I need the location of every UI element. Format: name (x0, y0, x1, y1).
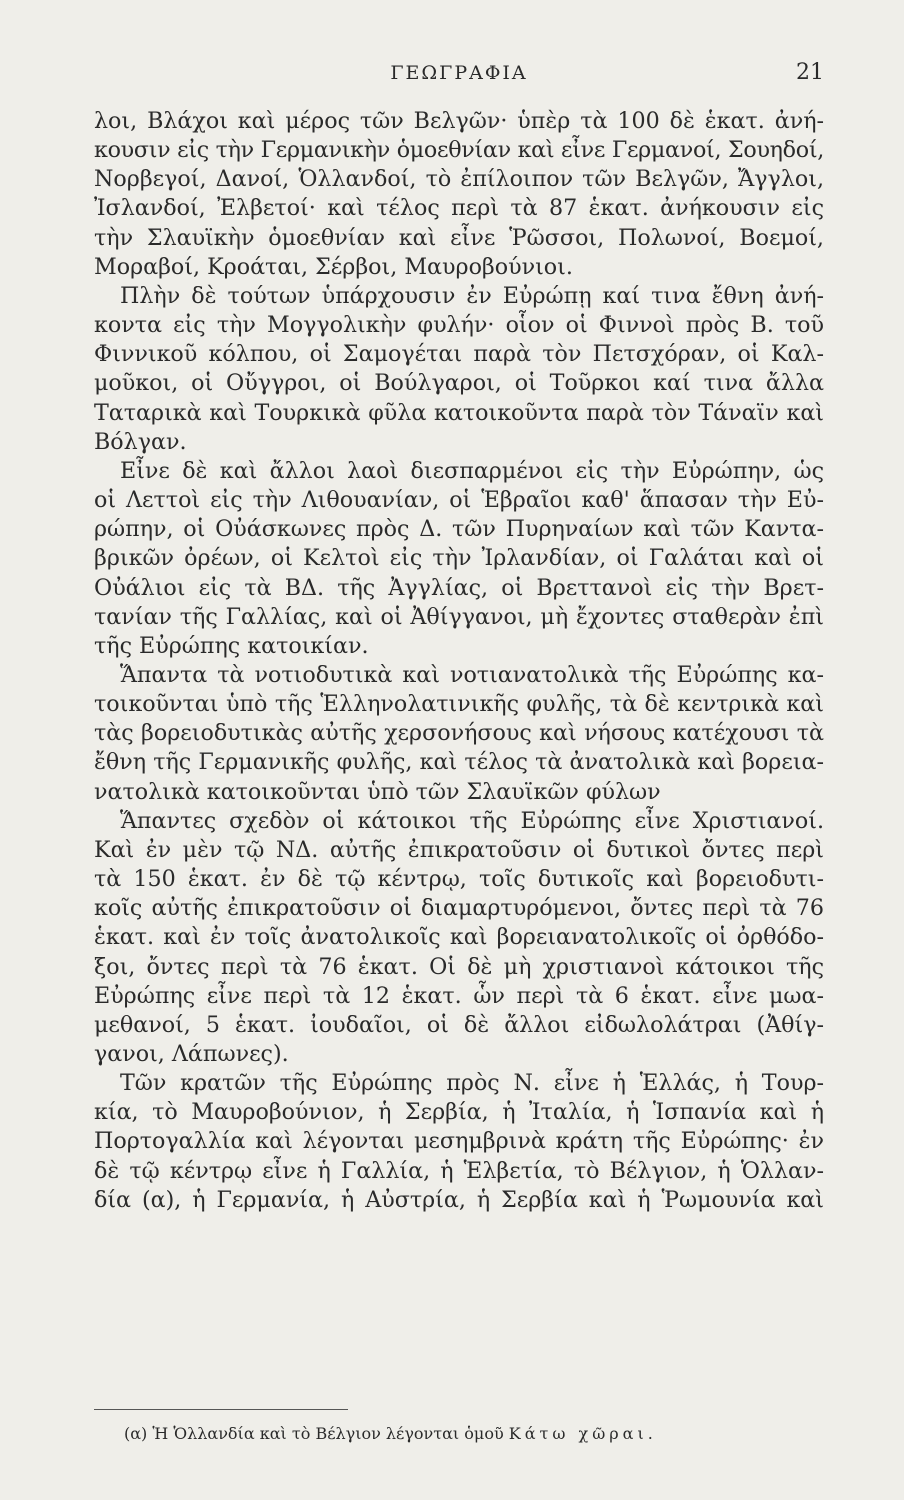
text-line: μοῦκοι, οἱ Οὔγγροι, οἱ Βούλγαροι, οἱ Τοῦρκοι καί τινα ἄλλα (94, 370, 824, 397)
text-line: γανοι, Λάπωνες). (94, 1041, 289, 1067)
text-line: νατολικὰ κατοικοῦνται ὑπὸ τῶν Σλαυϊκῶν φύλων (94, 778, 661, 805)
text-line: λοι, Βλάχοι καὶ μέρος τῶν Βελγῶν· ὑπὲρ τὰ 100 δὲ ἑκατ. ἀνή- (94, 108, 824, 134)
text-line: κουσιν εἰς τὴν Γερμανικὴν ὁμοεθνίαν καὶ εἶνε Γερμανοί, Σουηδοί, (94, 137, 824, 164)
text-line: τανίαν τῆς Γαλλίας, καὶ οἱ Ἀθίγγανοι, μὴ ἔχοντες σταθερὰν ἐπὶ (94, 603, 824, 630)
text-line: τὰς βορειοδυτικὰς αὐτῆς χερσονήσους καὶ νήσους κατέχουσι τὰ (94, 720, 824, 747)
text-line: τοικοῦνται ὑπὸ τῆς Ἑλληνολατινικῆς φυλῆς, τὰ δὲ κεντρικὰ καὶ (94, 691, 824, 718)
footnote (124, 1424, 657, 1443)
footnote-rule (94, 1409, 348, 1410)
text-line: Εἶνε δὲ καὶ ἄλλοι λαοὶ διεσπαρμένοι εἰς τὴν Εὐρώπην, ὡς (120, 457, 824, 484)
body-text (94, 107, 824, 1215)
text-line: κία, τὸ Μαυροβούνιον, ἡ Σερβία, ἡ Ἰταλία, ἡ Ἱσπανία καὶ ἡ (94, 1099, 824, 1126)
text-line: Μοραβοί, Κροάται, Σέρβοι, Μαυροβούνιοι. (94, 253, 573, 280)
text-line: Ἅπαντες σχεδὸν οἱ κάτοικοι τῆς Εὐρώπης εἶνε Χριστιανοί. (120, 807, 824, 834)
text-line: Ταταρικὰ καὶ Τουρκικὰ φῦλα κατοικοῦντα παρὰ τὸν Τάναϊν καὶ (94, 399, 824, 426)
text-line: Ἅπαντα τὰ νοτιοδυτικὰ καὶ νοτιανατολικὰ τῆς Εὐρώπης κα- (120, 661, 824, 688)
text-line: Τῶν κρατῶν τῆς Εὐρώπης πρὸς Ν. εἶνε ἡ Ἑλλάς, ἡ Τουρ- (120, 1070, 824, 1097)
text-line: Ἰσλανδοί, Ἐλβετοί· καὶ τέλος περὶ τὰ 87 ἑκατ. ἀνήκουσιν εἰς (94, 195, 824, 222)
footnote-emphasis: Κάτω χῶραι. (508, 1424, 657, 1443)
text-line: μεθανοί, 5 ἑκατ. ἰουδαῖοι, οἱ δὲ ἄλλοι εἰδωλολάτραι (Ἀθίγ- (94, 1011, 824, 1038)
text-line: τῆς Εὐρώπης κατοικίαν. (94, 632, 369, 659)
page-number: 21 (796, 60, 824, 85)
text-line: βρικῶν ὀρέων, οἱ Κελτοὶ εἰς τὴν Ἰρλανδίαν, οἱ Γαλάται καὶ οἱ (94, 545, 824, 572)
text-line: Εὐρώπης εἶνε περὶ τὰ 12 ἑκατ. ὧν περὶ τὰ 6 ἑκατ. εἶνε μωα- (94, 982, 824, 1009)
text-line: δὲ τῷ κέντρῳ εἶνε ἡ Γαλλία, ἡ Ἑλβετία, τὸ Βέλγιον, ἡ Ὁλλαν- (94, 1157, 824, 1184)
footnote-marker: (α) (124, 1424, 148, 1443)
text-line: κοντα εἰς τὴν Μογγολικὴν φυλήν· οἷον οἱ Φιννοὶ πρὸς Β. τοῦ (94, 312, 824, 339)
text-line: ρώπην, οἱ Οὐάσκωνες πρὸς Δ. τῶν Πυρηναίων καὶ τῶν Καντα- (94, 516, 824, 543)
footnote-text: Ἡ Ὁλλανδία καὶ τὸ Βέλγιον λέγονται ὁμοῦ (152, 1424, 504, 1443)
running-title: ΓΕΩΓΡΑΦΙΑ (390, 62, 528, 84)
running-head (94, 60, 824, 90)
text-line: ἑκατ. καὶ ἐν τοῖς ἀνατολικοῖς καὶ βορειανατολικοῖς οἱ ὀρθόδο- (94, 924, 824, 951)
text-line: ξοι, ὄντες περὶ τὰ 76 ἑκατ. Οἱ δὲ μὴ χριστιανοὶ κάτοικοι τῆς (94, 953, 824, 980)
text-line: Καὶ ἐν μὲν τῷ ΝΔ. αὐτῆς ἐπικρατοῦσιν οἱ δυτικοὶ ὄντες περὶ (94, 836, 824, 863)
text-line: ἔθνη τῆς Γερμανικῆς φυλῆς, καὶ τέλος τὰ ἀνατολικὰ καὶ βορεια- (94, 749, 824, 776)
text-line: τὰ 150 ἑκατ. ἐν δὲ τῷ κέντρῳ, τοῖς δυτικοῖς καὶ βορειοδυτι- (94, 866, 824, 893)
text-line: Πλὴν δὲ τούτων ὑπάρχουσιν ἐν Εὐρώπῃ καί τινα ἔθνη ἀνή- (120, 282, 824, 309)
text-line: Οὐάλιοι εἰς τὰ ΒΔ. τῆς Ἀγγλίας, οἱ Βρεττανοὶ εἰς τὴν Βρετ- (94, 574, 824, 601)
text-line: οἱ Λεττοὶ εἰς τὴν Λιθουανίαν, οἱ Ἑβραῖοι καθ' ἅπασαν τὴν Εὐ- (94, 487, 824, 514)
text-line: δία (α), ἡ Γερμανία, ἡ Αὐστρία, ἡ Σερβία καὶ ἡ Ῥωμουνία καὶ (94, 1186, 824, 1213)
text-line: τὴν Σλαυϊκὴν ὁμοεθνίαν καὶ εἶνε Ῥῶσσοι, Πολωνοί, Βοεμοί, (94, 224, 824, 251)
text-line: Βόλγαν. (94, 428, 187, 455)
text-line: Πορτογαλλία καὶ λέγονται μεσημβρινὰ κράτη τῆς Εὐρώπης· ἐν (94, 1128, 824, 1155)
text-line: Φιννικοῦ κόλπου, οἱ Σαμογέται παρὰ τὸν Πετσχόραν, οἱ Καλ- (94, 341, 824, 368)
text-line: κοῖς αὐτῆς ἐπικρατοῦσιν οἱ διαμαρτυρόμενοι, ὄντες περὶ τὰ 76 (94, 895, 824, 922)
text-line: Νορβεγοί, Δανοί, Ὁλλανδοί, τὸ ἐπίλοιπον τῶν Βελγῶν, Ἄγγλοι, (94, 166, 824, 193)
